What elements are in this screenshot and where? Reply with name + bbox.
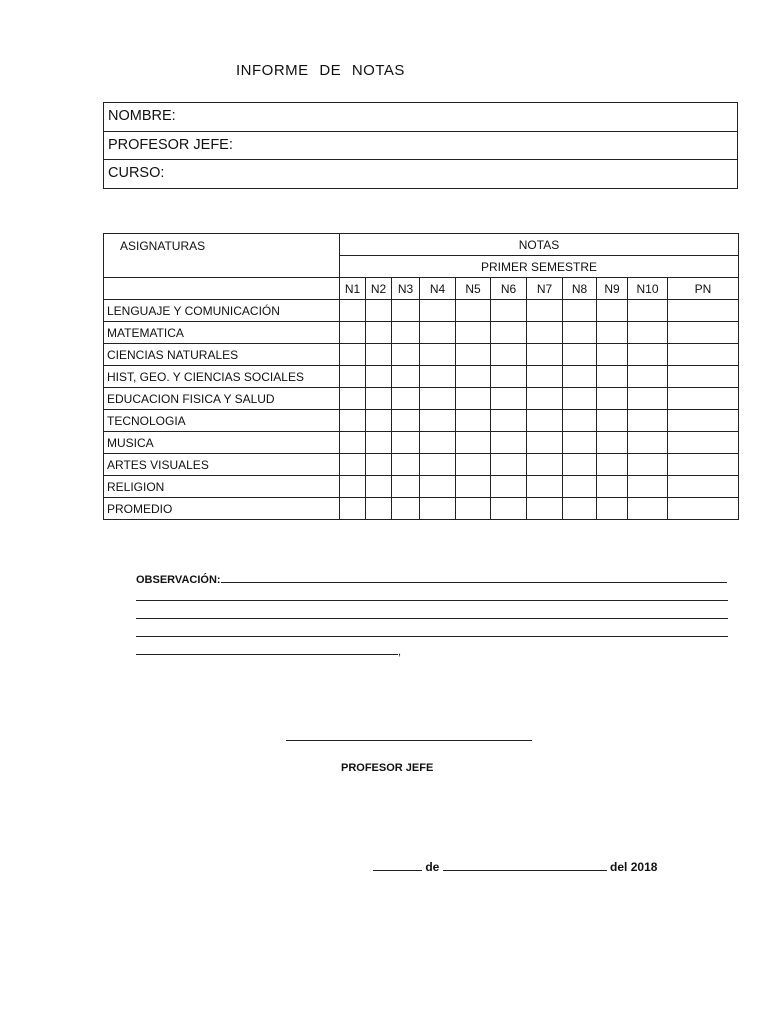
grade-cell[interactable] xyxy=(563,388,597,410)
column-header-n3: N3 xyxy=(392,278,420,300)
grade-cell[interactable] xyxy=(456,366,491,388)
column-header-n7: N7 xyxy=(527,278,563,300)
grade-cell[interactable] xyxy=(597,322,628,344)
grade-cell[interactable] xyxy=(420,300,456,322)
column-header-n4: N4 xyxy=(420,278,456,300)
grade-cell[interactable] xyxy=(668,432,739,454)
column-header-n6: N6 xyxy=(491,278,527,300)
grade-cell[interactable] xyxy=(628,300,668,322)
grade-cell[interactable] xyxy=(340,454,366,476)
grade-cell[interactable] xyxy=(392,344,420,366)
grade-cell[interactable] xyxy=(527,454,563,476)
grade-cell[interactable] xyxy=(527,322,563,344)
grades-table xyxy=(103,233,739,520)
grade-cell[interactable] xyxy=(491,344,527,366)
grade-cell[interactable] xyxy=(491,454,527,476)
grade-cell[interactable] xyxy=(456,476,491,498)
grade-cell[interactable] xyxy=(340,476,366,498)
grade-cell[interactable] xyxy=(420,476,456,498)
grade-cell[interactable] xyxy=(456,344,491,366)
grade-cell[interactable] xyxy=(527,476,563,498)
grade-cell[interactable] xyxy=(456,322,491,344)
grade-cell[interactable] xyxy=(456,388,491,410)
grade-cell[interactable] xyxy=(366,322,392,344)
observation-line[interactable] xyxy=(136,642,398,655)
grade-cell[interactable] xyxy=(628,344,668,366)
grade-cell[interactable] xyxy=(668,388,739,410)
grade-cell[interactable] xyxy=(597,344,628,366)
grade-cell[interactable] xyxy=(392,300,420,322)
subject-name: CIENCIAS NATURALES xyxy=(104,344,340,366)
page-title: INFORME DE NOTAS xyxy=(236,62,405,79)
grade-cell[interactable] xyxy=(668,498,739,520)
grade-cell[interactable] xyxy=(392,476,420,498)
grade-cell[interactable] xyxy=(420,366,456,388)
observation-end-mark: , xyxy=(398,646,402,658)
grade-cell[interactable] xyxy=(527,498,563,520)
grade-cell[interactable] xyxy=(563,476,597,498)
grade-cell[interactable] xyxy=(563,454,597,476)
grade-cell[interactable] xyxy=(420,322,456,344)
grade-cell[interactable] xyxy=(340,388,366,410)
subject-name: ARTES VISUALES xyxy=(104,454,340,476)
grade-cell[interactable] xyxy=(420,454,456,476)
grade-cell[interactable] xyxy=(392,366,420,388)
grade-cell[interactable] xyxy=(392,498,420,520)
grade-cell[interactable] xyxy=(366,366,392,388)
grade-cell[interactable] xyxy=(527,366,563,388)
grade-cell[interactable] xyxy=(597,432,628,454)
grade-cell[interactable] xyxy=(366,498,392,520)
grade-cell[interactable] xyxy=(340,322,366,344)
student-info-box xyxy=(103,102,738,189)
grade-cell[interactable] xyxy=(628,366,668,388)
grade-cell[interactable] xyxy=(628,388,668,410)
observation-line[interactable] xyxy=(221,570,727,583)
subject-name: PROMEDIO xyxy=(104,498,340,520)
grade-cell[interactable] xyxy=(340,344,366,366)
grade-cell[interactable] xyxy=(628,410,668,432)
date-year-label: del 2018 xyxy=(610,860,658,874)
grade-cell[interactable] xyxy=(668,300,739,322)
table-row xyxy=(104,344,739,366)
grade-cell[interactable] xyxy=(527,344,563,366)
grade-cell[interactable] xyxy=(392,454,420,476)
grade-cell[interactable] xyxy=(420,344,456,366)
table-row xyxy=(104,498,739,520)
grade-cell[interactable] xyxy=(392,432,420,454)
grade-cell[interactable] xyxy=(668,410,739,432)
grade-cell[interactable] xyxy=(366,432,392,454)
observation-label: OBSERVACIÓN: xyxy=(136,574,221,586)
date-de-label: de xyxy=(425,860,440,874)
grade-cell[interactable] xyxy=(340,498,366,520)
subjects-header: ASIGNATURAS xyxy=(104,234,340,278)
grade-cell[interactable] xyxy=(628,454,668,476)
grade-cell[interactable] xyxy=(366,454,392,476)
grade-cell[interactable] xyxy=(527,300,563,322)
grade-cell[interactable] xyxy=(491,476,527,498)
grade-cell[interactable] xyxy=(668,322,739,344)
grade-cell[interactable] xyxy=(456,300,491,322)
subject-name: MUSICA xyxy=(104,432,340,454)
table-row xyxy=(104,322,739,344)
grade-cell[interactable] xyxy=(392,388,420,410)
grade-cell[interactable] xyxy=(527,388,563,410)
grade-cell[interactable] xyxy=(597,498,628,520)
grade-cell[interactable] xyxy=(527,432,563,454)
column-header-n8: N8 xyxy=(563,278,597,300)
grade-cell[interactable] xyxy=(340,410,366,432)
grade-cell[interactable] xyxy=(563,432,597,454)
grade-cell[interactable] xyxy=(456,498,491,520)
observation-line[interactable] xyxy=(136,624,728,637)
column-header-n10: N10 xyxy=(628,278,668,300)
subject-name: LENGUAJE Y COMUNICACIÓN xyxy=(104,300,340,322)
observation-line[interactable] xyxy=(136,588,728,601)
grade-cell[interactable] xyxy=(668,476,739,498)
signature-label: PROFESOR JEFE xyxy=(341,762,434,774)
grade-cell[interactable] xyxy=(366,344,392,366)
observation-section xyxy=(136,570,732,660)
grade-cell[interactable] xyxy=(597,454,628,476)
table-row xyxy=(104,300,739,322)
observation-line[interactable] xyxy=(136,606,728,619)
grade-cell[interactable] xyxy=(563,300,597,322)
column-header-pn: PN xyxy=(668,278,739,300)
grade-cell[interactable] xyxy=(628,498,668,520)
grade-cell[interactable] xyxy=(456,454,491,476)
grade-cell[interactable] xyxy=(491,388,527,410)
table-row xyxy=(104,476,739,498)
grade-cell[interactable] xyxy=(597,410,628,432)
grade-cell[interactable] xyxy=(563,344,597,366)
grade-cell[interactable] xyxy=(366,388,392,410)
grade-cell[interactable] xyxy=(491,498,527,520)
date-line xyxy=(373,858,657,874)
day-blank[interactable] xyxy=(373,858,422,871)
grade-cell[interactable] xyxy=(366,410,392,432)
grade-cell[interactable] xyxy=(563,366,597,388)
grade-cell[interactable] xyxy=(491,322,527,344)
column-header-n2: N2 xyxy=(366,278,392,300)
semester-header: PRIMER SEMESTRE xyxy=(340,256,739,278)
table-row xyxy=(104,366,739,388)
curso-field[interactable]: CURSO: xyxy=(108,165,165,181)
profesor-jefe-field[interactable]: PROFESOR JEFE: xyxy=(104,132,737,161)
grade-cell[interactable] xyxy=(668,344,739,366)
blank-header-cell xyxy=(104,278,340,300)
subject-name: TECNOLOGIA xyxy=(104,410,340,432)
grade-cell[interactable] xyxy=(420,410,456,432)
grade-cell[interactable] xyxy=(340,300,366,322)
table-row xyxy=(104,432,739,454)
column-header-n5: N5 xyxy=(456,278,491,300)
grade-cell[interactable] xyxy=(527,410,563,432)
grade-cell[interactable] xyxy=(420,388,456,410)
grade-cell[interactable] xyxy=(456,410,491,432)
grade-cell[interactable] xyxy=(340,432,366,454)
subject-name: EDUCACION FISICA Y SALUD xyxy=(104,388,340,410)
column-header-n1: N1 xyxy=(340,278,366,300)
grade-cell[interactable] xyxy=(628,476,668,498)
grade-cell[interactable] xyxy=(597,388,628,410)
grade-cell[interactable] xyxy=(597,476,628,498)
grade-cell[interactable] xyxy=(392,410,420,432)
subject-name: RELIGION xyxy=(104,476,340,498)
grade-cell[interactable] xyxy=(668,454,739,476)
grade-cell[interactable] xyxy=(597,300,628,322)
grade-cell[interactable] xyxy=(491,366,527,388)
nombre-field[interactable]: NOMBRE: xyxy=(104,103,737,132)
table-row xyxy=(104,410,739,432)
grade-cell[interactable] xyxy=(340,366,366,388)
table-row xyxy=(104,454,739,476)
grade-cell[interactable] xyxy=(456,432,491,454)
grade-cell[interactable] xyxy=(366,300,392,322)
column-header-n9: N9 xyxy=(597,278,628,300)
grade-cell[interactable] xyxy=(563,410,597,432)
subject-name: MATEMATICA xyxy=(104,322,340,344)
month-blank[interactable] xyxy=(443,858,607,871)
grade-cell[interactable] xyxy=(392,322,420,344)
grade-cell[interactable] xyxy=(628,322,668,344)
subject-name: HIST, GEO. Y CIENCIAS SOCIALES xyxy=(104,366,340,388)
grade-cell[interactable] xyxy=(366,476,392,498)
grade-cell[interactable] xyxy=(668,366,739,388)
signature-line[interactable] xyxy=(286,740,532,741)
grade-cell[interactable] xyxy=(491,432,527,454)
notas-header: NOTAS xyxy=(340,234,739,256)
grade-cell[interactable] xyxy=(563,498,597,520)
grade-cell[interactable] xyxy=(597,366,628,388)
grade-cell[interactable] xyxy=(628,432,668,454)
grade-cell[interactable] xyxy=(420,498,456,520)
grade-cell[interactable] xyxy=(491,410,527,432)
grade-cell[interactable] xyxy=(420,432,456,454)
grade-cell[interactable] xyxy=(491,300,527,322)
grade-cell[interactable] xyxy=(563,322,597,344)
table-row xyxy=(104,388,739,410)
